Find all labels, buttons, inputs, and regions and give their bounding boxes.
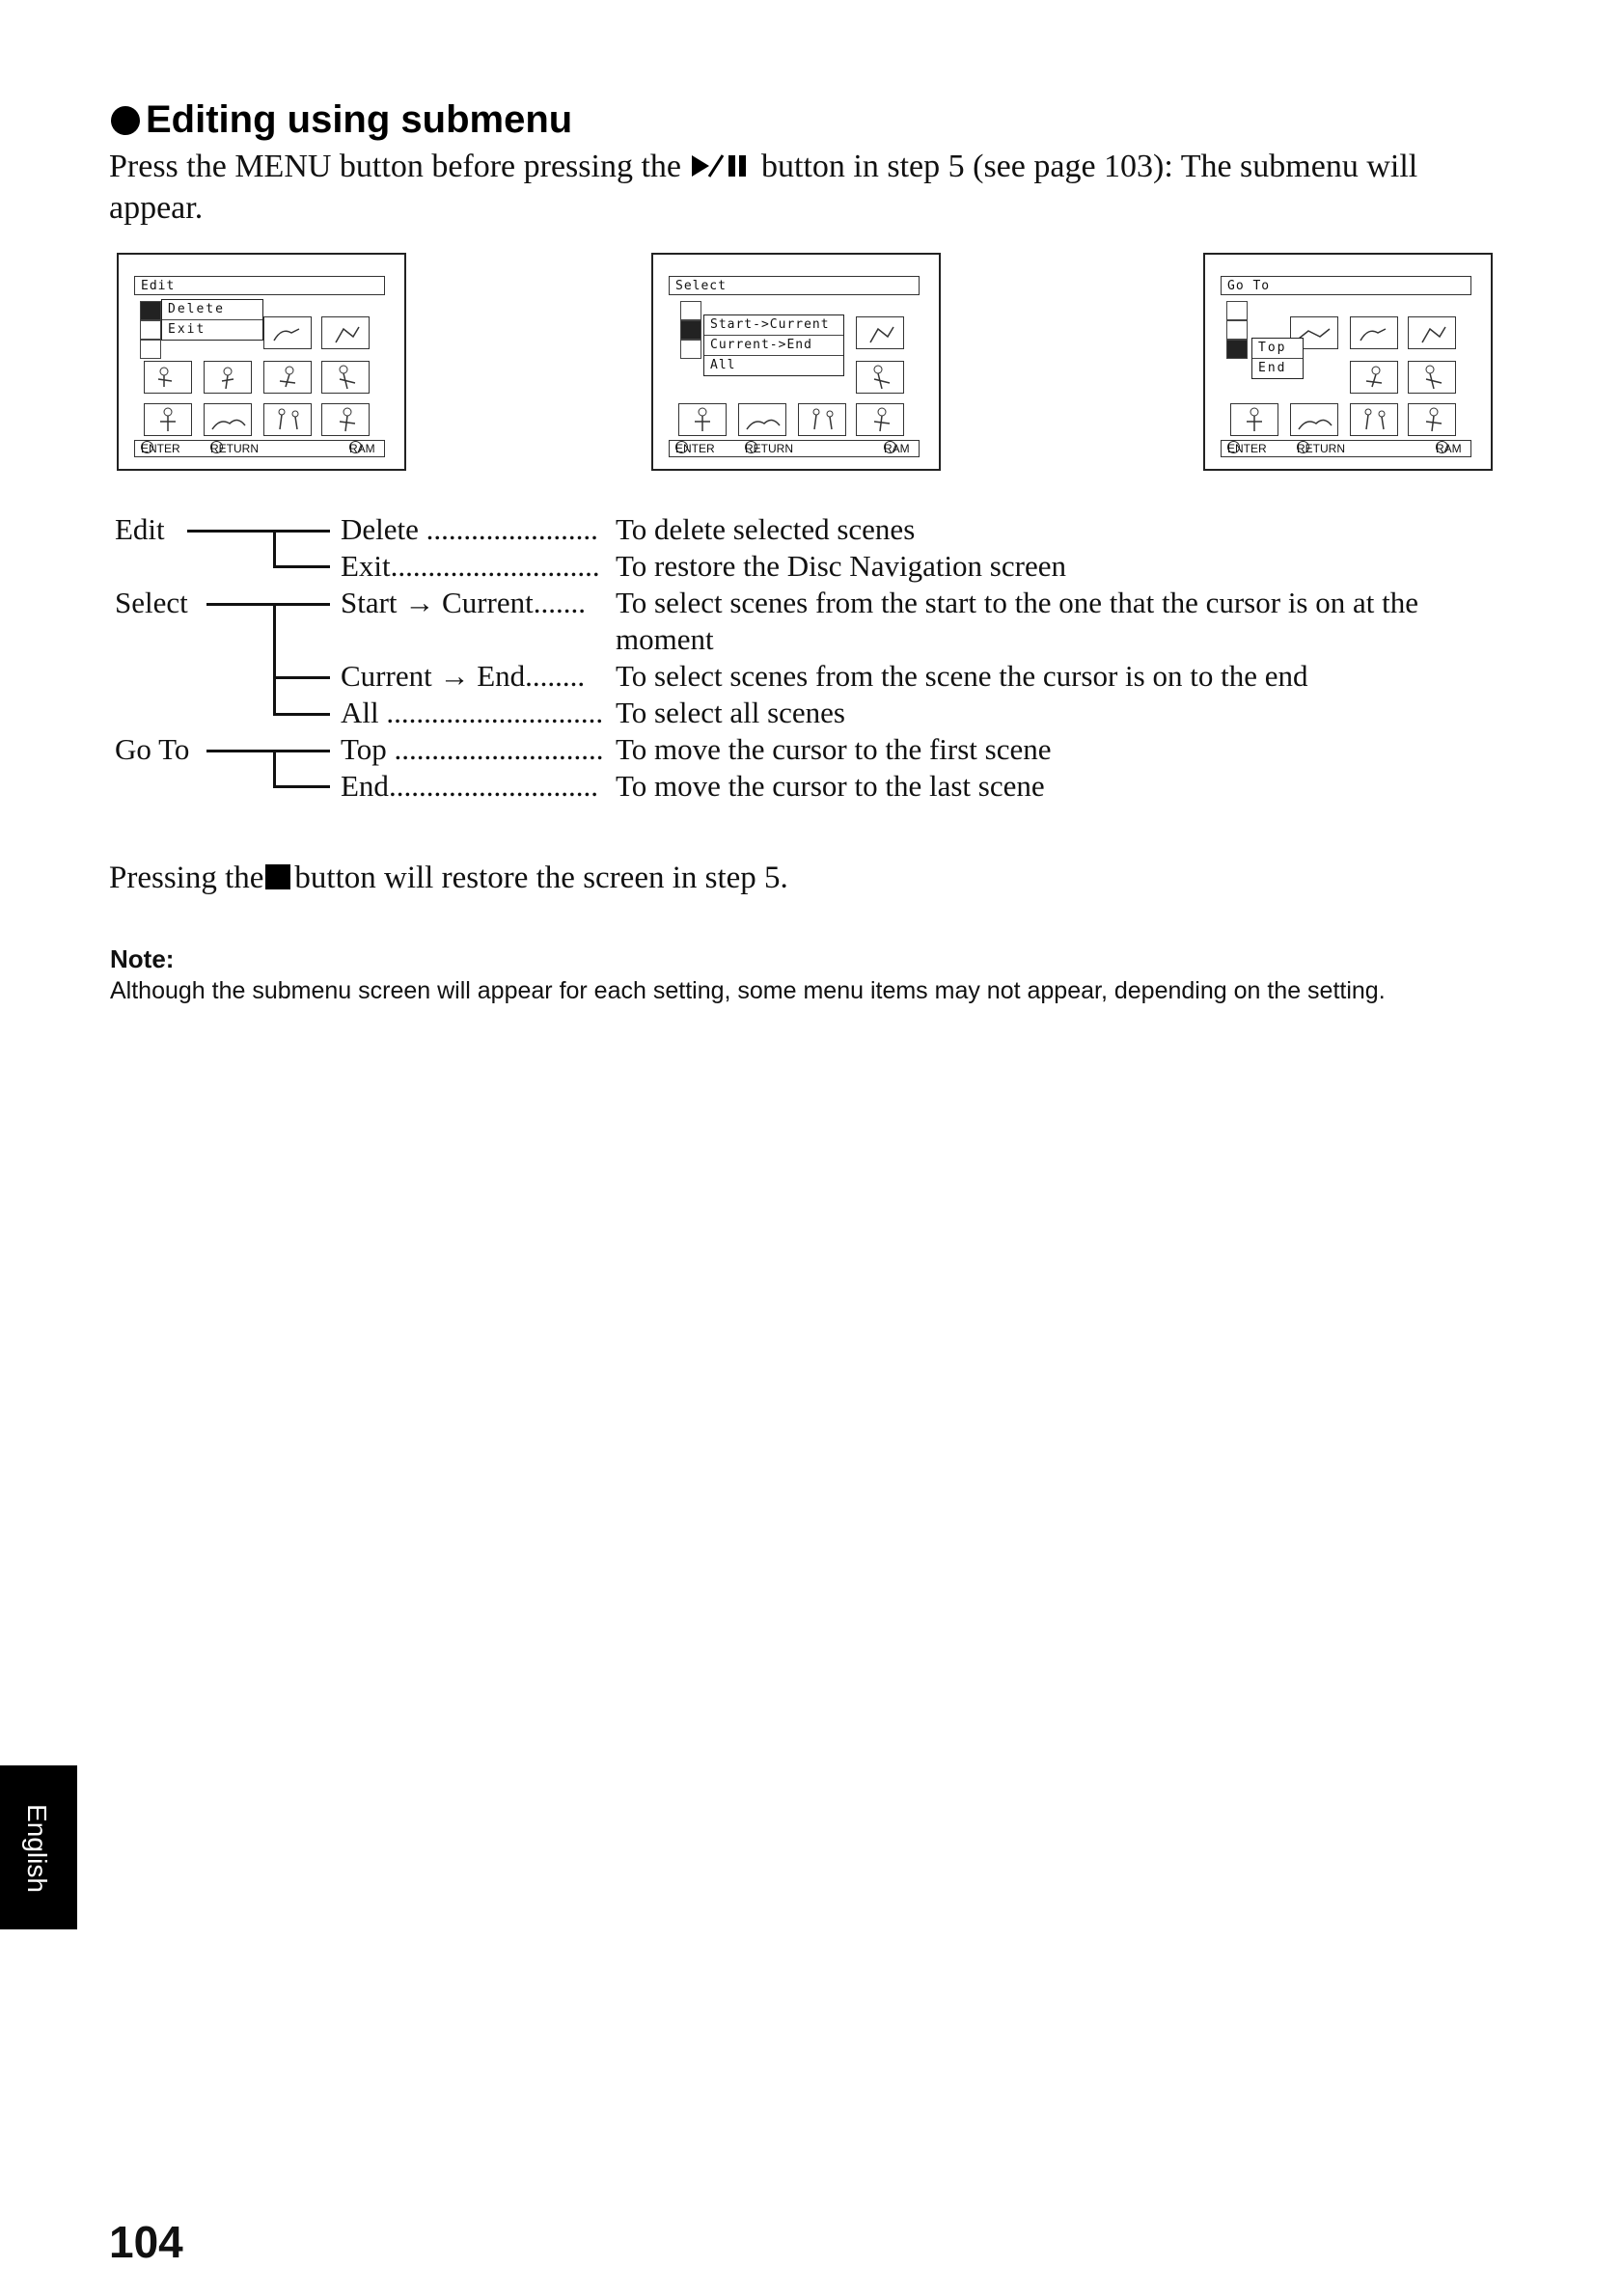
scene-icon (680, 301, 701, 320)
submenu-item[interactable]: Top (1252, 339, 1303, 359)
tree-item-description: To move the cursor to the last scene (616, 769, 1045, 803)
section-heading (111, 96, 572, 143)
screen-edit (117, 253, 406, 471)
edit-icon (680, 340, 701, 359)
thumbnail (1290, 403, 1338, 436)
tree-connector (273, 676, 330, 679)
thumbnail (263, 403, 312, 436)
screen-footer: ENTER RETURN RAM (1221, 440, 1471, 457)
scene-icon (140, 301, 161, 320)
tree-connector (273, 531, 276, 567)
tree-connector (187, 530, 330, 533)
tree-item: All ............................. (341, 696, 604, 729)
page-number: 104 (109, 2217, 183, 2267)
thumbnail (1350, 316, 1398, 349)
language-label: English (22, 1804, 52, 1893)
scene-icon (1226, 301, 1248, 320)
tree-item-description: To restore the Disc Navigation screen (616, 549, 1066, 583)
intro-after: button in step 5 (see page 103): The submenu will appear. (109, 149, 1418, 226)
thumbnail (1408, 403, 1456, 436)
submenu-item[interactable]: End (1258, 361, 1287, 375)
thumbnail (321, 403, 370, 436)
screen-title: Go To (1221, 276, 1471, 295)
tree-connector (206, 750, 330, 752)
grid-icon (680, 320, 701, 340)
tree-item: End............................ (341, 769, 598, 803)
thumbnail (856, 361, 904, 394)
play-pause-icon (690, 149, 754, 188)
tree-item: Start → Current....... (341, 586, 586, 619)
tree-connector (273, 751, 276, 787)
screen-footer: ENTER RETURN RAM (669, 440, 920, 457)
grid-icon (1226, 320, 1248, 340)
tree-item-description: To delete selected scenes (616, 512, 916, 546)
thumbnail (1350, 403, 1398, 436)
submenu-popup (1251, 338, 1304, 379)
tree-item: Current → End........ (341, 659, 586, 693)
thumbnail (856, 403, 904, 436)
thumbnail (321, 361, 370, 394)
tree-item: Delete ....................... (341, 512, 598, 546)
grid-icon (140, 320, 161, 340)
thumbnail (1408, 361, 1456, 394)
stop-icon (265, 864, 290, 889)
screen-title: Select (669, 276, 920, 295)
tree-item-description: To select all scenes (616, 696, 845, 729)
submenu-popup (703, 314, 844, 376)
tree-connector (273, 565, 330, 568)
submenu-item[interactable]: Delete (162, 300, 262, 320)
thumbnail (204, 403, 252, 436)
thumbnail (678, 403, 727, 436)
note-text: Although the submenu screen will appear for each setting, some menu items may not appear, depending on the setting. (110, 977, 1386, 1004)
thumbnail (1230, 403, 1278, 436)
tree-item-description: To select scenes from the start to the one that the cursor is on at the moment (616, 586, 1418, 656)
tree-item-description: To select scenes from the scene the cursor is on to the end (616, 659, 1308, 693)
edit-icon (1226, 340, 1248, 359)
thumbnail (1350, 361, 1398, 394)
tree-group-label: Go To (115, 732, 190, 766)
thumbnail (144, 361, 192, 394)
thumbnail (738, 403, 786, 436)
thumbnail (856, 316, 904, 349)
note-heading: Note: (110, 944, 175, 973)
bullet-icon (111, 106, 140, 135)
thumbnail (798, 403, 846, 436)
tree-connector (206, 603, 330, 606)
intro-paragraph (109, 147, 1479, 228)
submenu-popup (161, 299, 263, 341)
tree-connector (273, 604, 276, 715)
screen-footer: ENTER RETURN RAM (134, 440, 385, 457)
submenu-item[interactable]: Current->End (704, 336, 843, 356)
screen-goto (1203, 253, 1493, 471)
edit-icon (140, 340, 161, 359)
stop-instruction: Pressing the button will restore the screen in step 5. (109, 861, 788, 895)
tree-item: Exit............................ (341, 549, 600, 583)
tree-item-description: To move the cursor to the first scene (616, 732, 1052, 766)
tree-group-label: Select (115, 586, 188, 619)
thumbnail (204, 361, 252, 394)
submenu-item[interactable]: Exit (168, 322, 206, 337)
submenu-item[interactable]: Start->Current (704, 315, 843, 336)
thumbnail (263, 316, 312, 349)
thumbnail (321, 316, 370, 349)
screen-title: Edit (134, 276, 385, 295)
section-title: Editing using submenu (146, 98, 573, 141)
tree-connector (273, 785, 330, 788)
thumbnail (263, 361, 312, 394)
submenu-item[interactable]: All (710, 358, 736, 372)
thumbnail (1408, 316, 1456, 349)
screen-select (651, 253, 941, 471)
language-tab (0, 1765, 77, 1929)
tree-connector (273, 713, 330, 716)
tree-item: Top ............................ (341, 732, 604, 766)
tree-group-label: Edit (115, 512, 165, 546)
thumbnail (144, 403, 192, 436)
intro-before: Press the MENU button before pressing the (109, 149, 682, 184)
